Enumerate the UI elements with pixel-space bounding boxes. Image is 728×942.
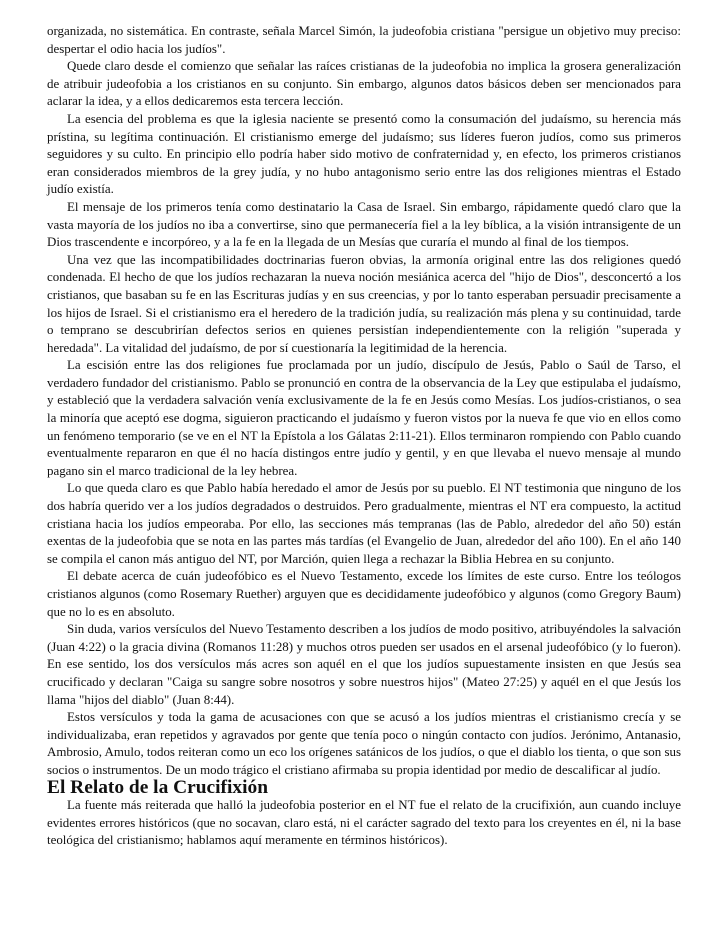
paragraph: Lo que queda claro es que Pablo había heredado el amor de Jesús por su pueblo. El NT testimonia que ninguno de los dos habría querido ver a los judíos degradados o destruidos. Pero gradualmente, mientras el NT era compuesto, la actitud cristiana hacia los judíos empeoraba. Por ello, las secciones más tempranas (las de Pablo, alrededor del año 50) están exentas de la judeofobia que se nota en las partes más tardías (el Evangelio de Juan, alrededor del año 100). En el año 140 se compila el canon más antiguo del NT, por Marción, quien llega a rechazar la Biblia Hebrea en su conjunto. — [47, 480, 681, 566]
paragraph: Estos versículos y toda la gama de acusaciones con que se acusó a los judíos mientras el cristianismo crecía y se individualizaba, eran repetidos y agravados por gente que tenía poco o ningún contacto con judíos. Jerónimo, Antanasio, Ambrosio, Amulo, todos reiteran como un eco los orígenes satánicos de los judíos, o que el diablo los tienta, o que son sus socios o instrumentos. De un modo trágico el cristiano afirmaba su propia identidad por medio de descalificar al judío. — [47, 709, 681, 777]
paragraph: Quede claro desde el comienzo que señalar las raíces cristianas de la judeofobia no implica la grosera generalización de atribuir judeofobia a los cristianos en su conjunto. Sin embargo, algunos datos básicos deben ser mencionados para aclarar la idea, y a ellos dedicaremos esta tercera lección. — [47, 58, 681, 109]
paragraph: Una vez que las incompatibilidades doctrinarias fueron obvias, la armonía original entre las dos religiones quedó condenada. El hecho de que los judíos rechazaran la nueva noción mesiánica acerca del "hijo de Dios", desconcertó a los cristianos, que basaban su fe en las Escrituras judías y en sus creencias, y por lo tanto esperaban persuadir precisamente a los hijos de Israel. Si el cristianismo era el heredero de la tradición judía, su realización más plena y su continuidad, tarde o temprano se descubrirían defectos serios en quienes persistían independientemente con la religión "superada y heredada". La vitalidad del judaísmo, de por sí cuestionaría la legitimidad de la herencia. — [47, 251, 681, 355]
section-heading: El Relato de la Crucifixión — [47, 776, 269, 798]
paragraph: El debate acerca de cuán judeofóbico es el Nuevo Testamento, excede los límites de este curso. Entre los teólogos cristianos algunos (como Rosemary Ruether) arguyen que es decididamente judeofóbico y algunos (como Gregory Baum) que no lo es en absoluto. — [47, 568, 681, 619]
paragraph: El mensaje de los primeros tenía como destinatario la Casa de Israel. Sin embargo, rápidamente quedó claro que la vasta mayoría de los judíos no iba a convertirse, sino que permanecería fiel a la ley bíblica, a la visión intransigente de un Dios trascendente e incorpóreo, y a la fe en la llegada de un Mesías que curaría el mundo al final de los tiempos. — [47, 198, 681, 250]
paragraph: La esencia del problema es que la iglesia naciente se presentó como la consumación del judaísmo, su herencia más prístina, su legítima continuación. El cristianismo emerge del judaísmo; sus líderes fueron judíos, como sus primeros seguidores y su culto. En principio ello podría haber sido motivo de confraternidad y, en efecto, los primeros cristianos eran considerados miembros de la grey judía, y no hubo antagonismo serio entre las dos religiones mientras el Estado judío existía. — [47, 110, 681, 197]
paragraph: Sin duda, varios versículos del Nuevo Testamento describen a los judíos de modo positivo, atribuyéndoles la salvación (Juan 4:22) o la gracia divina (Romanos 11:28) y muchos otros pueden ser usados en el arsenal judeofóbico (y lo fueron). En ese sentido, los dos versículos más acres son aquél en el que los judíos supuestamente insisten en que Jesús sea crucificado y declaran "Caiga su sangre sobre nosotros y sobre nuestros hijos" (Mateo 27:25) y aquél en el que Jesús los llama "hijos del diablo" (Juan 8:44). — [47, 621, 681, 707]
paragraph: La fuente más reiterada que halló la judeofobia posterior en el NT fue el relato de la crucifixión, aun cuando incluye evidentes errores históricos (que no socavan, claro está, ni el carácter sagrado del texto para los creyentes en él, ni la base teológica del cristianismo; hablamos aquí meramente en términos históricos). — [47, 797, 681, 848]
paragraph: La escisión entre las dos religiones fue proclamada por un judío, discípulo de Jesús, Pablo o Saúl de Tarso, el verdadero fundador del cristianismo. Pablo se pronunció en contra de la observancia de la Ley que estipulaba el judaísmo, y estableció que la verdadera salvación venía exclusivamente de la fe en Jesús como Mesías. Los judíos-cristianos, o sea la minoría que aceptó ese dogma, siguieron practicando el judaísmo y fueron vistos por la nueva fe que vio en ellos como un fenómeno temporario (se ve en el NT la Epístola a los Gálatas 2:11-21). Ellos terminaron rompiendo con Pablo cuando eventualmente repararon en que él no hacía distingos entre judío y gentil, y en que llevaba el nuevo mensaje al mundo pagano sin el marco tradicional de la ley hebrea. — [47, 357, 681, 478]
paragraph-continued: organizada, no sistemática. En contraste, señala Marcel Simón, la judeofobia cristiana "persigue un objetivo muy preciso: despertar el odio hacia los judíos". — [47, 23, 681, 56]
